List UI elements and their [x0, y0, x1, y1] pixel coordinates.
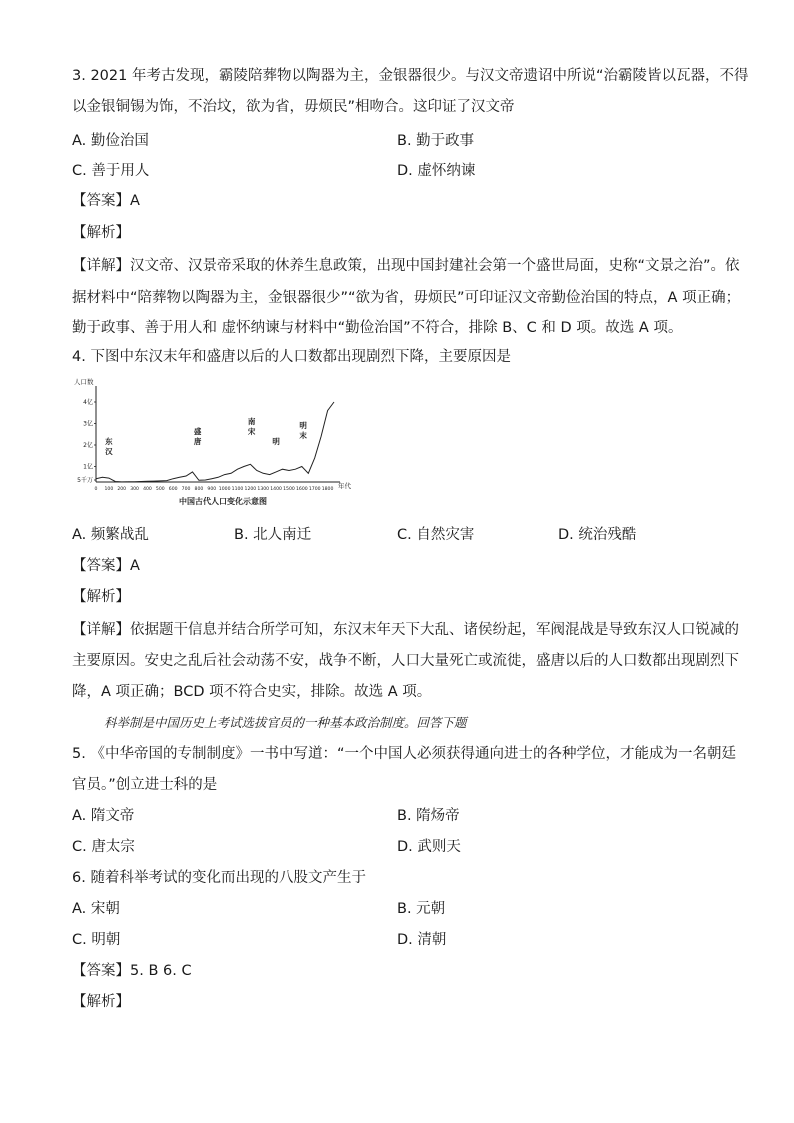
- y-tick-label: 2亿: [83, 442, 93, 449]
- x-tick-label: 200: [117, 487, 127, 492]
- q4-detail-line2: 主要原因。安史之乱后社会动荡不安，战争不断，人口大量死亡或流徙，盛唐以后的人口数都出现剧烈下: [72, 653, 739, 669]
- q4-stem: 4. 下图中东汉末年和盛唐以后的人口数都出现剧烈下降，主要原因是: [72, 349, 511, 365]
- q6-option-d: D. 清朝: [397, 932, 447, 948]
- x-tick-label: 600: [168, 487, 178, 492]
- q3-analysis-label: 【解析】: [72, 225, 130, 241]
- q4-option-b: B. 北人南迁: [234, 527, 312, 543]
- x-tick-label: 1300: [257, 487, 270, 492]
- q3-detail-line3: 勤于政事、善于用人和 虚怀纳谏与材料中“勤俭治国”不符合，排除 B、C 和 D 项。故选 A 项。: [72, 320, 683, 336]
- x-tick-label: 800: [194, 487, 204, 492]
- q3-option-c: C. 善于用人: [72, 163, 150, 179]
- q6-option-c: C. 明朝: [72, 932, 121, 948]
- q3-option-b: B. 勤于政事: [397, 133, 475, 149]
- x-tick-label: 500: [155, 487, 165, 492]
- x-tick-label: 1800: [321, 487, 334, 492]
- q5-option-b: B. 隋炀帝: [397, 808, 460, 824]
- q4-analysis-label: 【解析】: [72, 589, 130, 605]
- x-tick-label: 0: [94, 487, 98, 492]
- section-intro: 科举制是中国历史上考试选拔官员的一种基本政治制度。回答下题: [104, 715, 467, 730]
- q6-analysis-label: 【解析】: [72, 994, 130, 1010]
- y-axis-label: 人口数: [74, 378, 94, 386]
- q4-option-d: D. 统治残酷: [558, 527, 637, 543]
- x-tick-label: 700: [181, 487, 191, 492]
- x-tick-label: 400: [143, 487, 152, 492]
- q5-option-d: D. 武则天: [397, 839, 461, 855]
- annotation-label: 盛唐: [193, 427, 202, 446]
- x-tick-label: 1700: [308, 487, 321, 492]
- chart-title: 中国古代人口变化示意图: [179, 497, 267, 506]
- q3-option-d: D. 虚怀纳谏: [397, 163, 476, 179]
- population-chart-svg: [72, 372, 362, 522]
- x-tick-label: 1200: [244, 487, 257, 492]
- q4-detail-line1: 【详解】依据题干信息并结合所学可知，东汉末年天下大乱、诸侯纷起，军阀混战是导致东汉人口锐减的: [72, 622, 739, 638]
- x-tick-label: 300: [130, 487, 139, 492]
- q6-option-a: A. 宋朝: [72, 901, 120, 917]
- y-tick-label: 5千万: [77, 477, 93, 484]
- q6-answer: 【答案】5. B 6. C: [72, 963, 192, 979]
- annotation-label: 东汉: [105, 437, 113, 456]
- q4-option-c: C. 自然灾害: [397, 527, 475, 543]
- q3-stem-line1: 3. 2021 年考古发现，霸陵陪葬物以陶器为主，金银器很少。与汉文帝遗诏中所说“治霸陵皆以瓦器，不得: [72, 68, 749, 84]
- q5-stem-line1: 5. 《中华帝国的专制制度》一书中写道：“一个中国人必须获得通向进士的各种学位，才能成为一名朝廷: [72, 746, 736, 762]
- x-tick-label: 1100: [231, 487, 244, 492]
- x-axis-label: 年代: [338, 482, 351, 490]
- q3-option-a: A. 勤俭治国: [72, 133, 149, 149]
- q5-option-c: C. 唐太宗: [72, 839, 135, 855]
- x-tick-label: 1600: [295, 487, 308, 492]
- annotation-label: 明: [272, 437, 280, 446]
- q4-detail-line3: 降，A 项正确；BCD 项不符合史实，排除。故选 A 项。: [72, 684, 432, 700]
- q3-stem-line2: 以金银铜锡为饰，不治坟，欲为省，毋烦民”相吻合。这印证了汉文帝: [72, 99, 515, 115]
- annotation-label: 明末: [299, 421, 307, 440]
- q5-stem-line2: 官员。”创立进士科的是: [72, 777, 218, 793]
- y-tick-label: 1亿: [83, 463, 93, 471]
- y-tick-label: 4亿: [83, 399, 93, 406]
- population-series-line: [96, 402, 334, 482]
- x-tick-label: 900: [207, 487, 217, 492]
- q3-detail-line1: 【详解】汉文帝、汉景帝采取的休养生息政策，出现中国封建社会第一个盛世局面，史称“文景之治”。依: [72, 258, 740, 274]
- q5-option-a: A. 隋文帝: [72, 808, 135, 824]
- q4-answer: 【答案】A: [72, 558, 140, 574]
- y-tick-label: 3亿: [83, 420, 93, 428]
- x-tick-label: 100: [104, 487, 114, 492]
- population-chart: [72, 372, 362, 522]
- annotation-label: 南宋: [247, 417, 256, 436]
- x-tick-label: 1500: [283, 487, 295, 492]
- q6-option-b: B. 元朝: [397, 901, 446, 917]
- q4-option-a: A. 频繁战乱: [72, 527, 149, 543]
- x-tick-label: 1000: [218, 487, 231, 492]
- q3-detail-line2: 据材料中“陪葬物以陶器为主，金银器很少”“欲为省，毋烦民”可印证汉文帝勤俭治国的特点，A 项正确；: [72, 290, 741, 306]
- q3-answer: 【答案】A: [72, 193, 140, 209]
- x-tick-label: 1400: [270, 487, 282, 492]
- q6-stem: 6. 随着科举考试的变化而出现的八股文产生于: [72, 870, 366, 886]
